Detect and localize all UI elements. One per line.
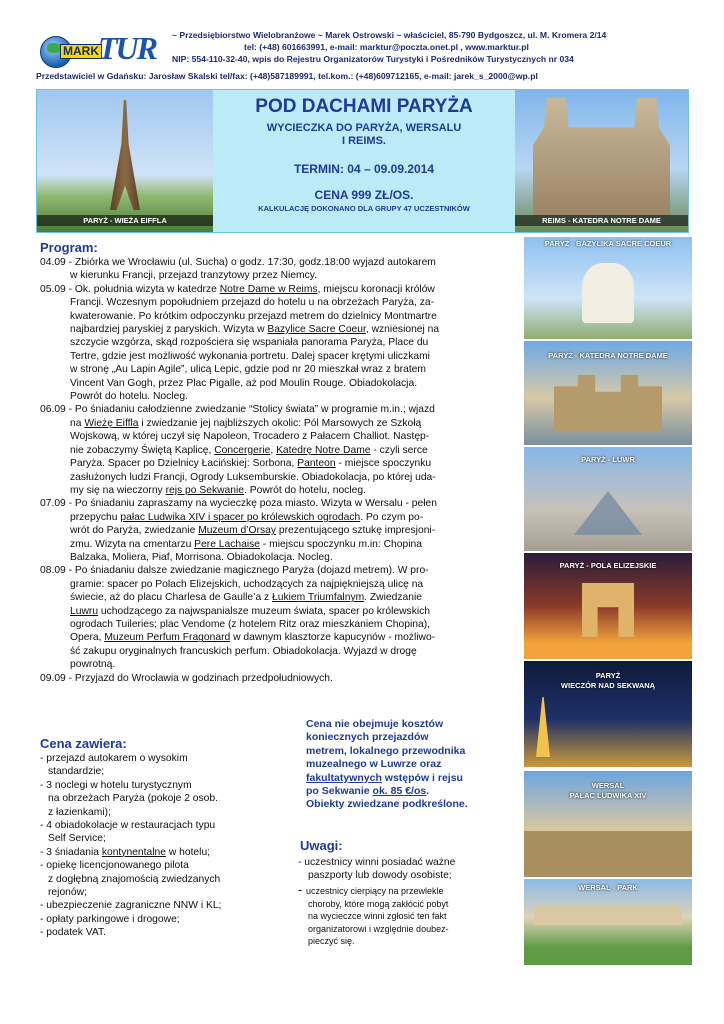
eiffel-tower-photo — [37, 90, 213, 232]
photo-caption: PARYŻ - WIEŻA EIFFLA — [37, 215, 213, 226]
sight-link: pałac Ludwika XIV i spacer po królewskich ogrodach — [120, 511, 361, 523]
text-line: kwaterowanie. Po krótkim odpoczynku przejazd metrem do dzielnicy Montmartre — [70, 310, 437, 322]
photo-caption: WERSAL — [591, 781, 625, 790]
louvre-photo — [524, 447, 692, 551]
logo-tur-text: TUR — [98, 30, 156, 66]
text-line: w stronę „Au Lapin Agile”, ulicą Lepic, gdzie pod nr 20 mieszkał wraz z bratem — [70, 364, 426, 376]
pyramid-icon — [574, 491, 642, 535]
program-day — [40, 403, 524, 497]
program-day — [40, 256, 524, 283]
text-line: 09.09 - Przyjazd do Wrocławia w godzinach przedpołudniowych. — [40, 672, 333, 684]
eiffel-tower-icon — [110, 100, 140, 210]
photo-caption: PARYŻ - BAZYLIKA SACRE COEUR — [544, 239, 672, 248]
text-line: po Sekwanie ok. 85 €/os. — [306, 785, 430, 798]
program-day — [40, 672, 524, 685]
price-includes-list — [40, 752, 290, 940]
text-line: metrem, lokalnego przewodnika — [306, 744, 466, 757]
text-line: zasłużonych ludzi Francji, Ogrody Luksemburskie. Obiadokolacja, po której uda- — [70, 471, 436, 483]
cathedral-icon — [554, 375, 662, 431]
price-excludes-note — [306, 718, 516, 812]
text-line: 08.09 - Po śniadaniu dalsze zwiedzanie magicznego Paryża (dojazd metrem). W pro- — [40, 565, 429, 577]
text-line: Balzaka, Moliera, Piaf, Morrisona. Obiadokolacja. Nocleg. — [70, 551, 333, 563]
photo-caption: REIMS - KATEDRA NOTRE DAME — [515, 215, 688, 226]
banner-text — [213, 90, 515, 232]
text-line: Cena nie obejmuje kosztów — [306, 718, 444, 730]
sight-link: Panteon — [297, 458, 336, 470]
company-line: ~ Przedsiębiorstwo Wielobranżowe ~ Marek Ostrowski ~ właściciel, 85-790 Bydgoszcz, ul. M. Kromera 2/14 — [172, 30, 607, 40]
text-line: koniecznych przejazdów — [306, 731, 429, 744]
letterhead — [36, 24, 690, 86]
trip-banner — [36, 89, 689, 233]
reims-cathedral-photo — [515, 90, 688, 232]
text-line: my się na wieczorny rejs po Sekwanie. Powrót do hotelu, nocleg. — [70, 484, 366, 496]
text-line: 05.09 - Ok. południa wizyta w katedrze Notre Dame w Reims, miejscu koronacji królów — [40, 283, 435, 295]
text-line: fakultatywnych wstępów i rejsu — [306, 771, 463, 784]
trip-subtitle: WYCIECZKA DO PARYŻA, WERSALU — [266, 122, 462, 134]
photo-caption: WIECZÓR NAD SEKWANĄ — [560, 681, 656, 690]
program-heading: Program: — [40, 240, 98, 255]
remark-item: - uczestnicy cierpiący na przewlekle choroby, które mogą zakłócić pobyt na wycieczce winni zgłosić ten fakt organizatorowi i względnie doubez- pieczyć się. — [298, 882, 449, 947]
program-text — [40, 256, 524, 685]
sight-link: Muzeum Perfum Fragonard — [104, 632, 231, 644]
sacre-coeur-photo — [524, 237, 692, 339]
versailles-park-photo — [524, 879, 692, 965]
program-day — [40, 283, 524, 404]
text-line: zmu. Wizyta na cmentarzu Pere Lachaise - miejscu spoczynku m.in: Chopina — [70, 538, 422, 550]
text-line: Francji. Wczesnym popołudniem przejazd do hotelu u na obrzeżach Paryża, za- — [70, 297, 435, 309]
notre-dame-photo — [524, 341, 692, 445]
sight-link: Muzeum d’Orsay — [198, 525, 277, 537]
logo-mark-text: MARK — [60, 44, 102, 59]
text-line: Wojskową, w której uczył się Napoleon, Trocadero z Pałacem Challiot. Następ- — [70, 431, 430, 443]
remark-item: - uczestnicy winni posiadać ważne paszporty lub dowody osobiste; — [298, 857, 456, 882]
sight-link: Luwru — [70, 605, 99, 617]
text-line: Luwru uchodzącego za najwspanialsze muzeum świata, spacer po królewskich — [70, 605, 431, 617]
sight-link: rejs po Sekwanie — [165, 484, 244, 496]
text-line: Vincent Van Gogh, przez Plac Pigalle, aż pod Moulin Rouge. Obiadokolacja. — [70, 377, 418, 389]
list-item: - opłaty parkingowe i drogowe; — [40, 913, 180, 925]
list-item: - 3 noclegi w hotelu turystycznym na obrzeżach Paryża (pokoje 2 osob. z łazienkami); — [40, 779, 218, 818]
trip-subtitle-cont: I REIMS. — [341, 135, 386, 147]
seine-evening-photo — [524, 661, 692, 767]
sight-link: Pere Lachaise — [194, 538, 261, 550]
list-item: - 3 śniadania kontynentalne w hotelu; — [40, 846, 211, 858]
arc-icon — [582, 583, 634, 637]
photo-caption: PARYŻ — [595, 671, 621, 680]
text-line: szczycie wzgórza, skąd rozpościera się wspaniała panorama Paryża, Place du — [70, 337, 429, 349]
text-line: w kierunku Francji, przejazd tranzytowy przez Niemcy. — [70, 270, 318, 282]
price-note: KALKULACJĘ DOKONANO DLA GRUPY 47 UCZESTNIKÓW — [258, 204, 470, 213]
text-line: muzealnego w Luwrze oraz — [306, 758, 442, 771]
sight-link: Notre Dame w Reims — [219, 283, 318, 295]
text-line: gramie: spacer po Polach Elizejskich, uchodzących za najpiękniejszą ulicę na — [70, 578, 424, 590]
contact-line: tel: (+48) 601663991, e-mail: marktur@poczta.onet.pl , www.marktur.pl — [244, 42, 529, 52]
palace-icon — [524, 831, 692, 877]
photo-caption: PARYŻ - POLA ELIZEJSKIE — [559, 561, 657, 570]
champs-elysees-photo — [524, 553, 692, 659]
sight-link: Bazylice Sacre Coeur — [267, 324, 366, 336]
text-line: Obiekty zwiedzane podkreślone. — [306, 798, 468, 811]
price-includes-heading: Cena zawiera: — [40, 736, 127, 751]
sight-link: Łukiem Triumfalnym — [272, 592, 365, 604]
eiffel-tower-icon — [536, 697, 550, 757]
text-line: Opera, Muzeum Perfum Fragonard w dawnym klasztorze kapucynów - możliwo- — [70, 632, 436, 644]
text-line: powrotną. — [70, 659, 116, 671]
cathedral-icon — [533, 98, 670, 216]
photo-caption: PARYŻ - LUWR — [581, 455, 635, 464]
text-line: ogrodach Tuileries; plac Vendome (z hotelem Ritz oraz mieszkaniem Chopina), — [70, 618, 430, 630]
text-line: 07.09 - Po śniadaniu zapraszamy na wycieczkę poza miasto. Wizyta w Wersalu - pełen — [40, 498, 437, 510]
photo-caption: WERSAL - PARK — [578, 883, 638, 892]
program-day — [40, 564, 524, 671]
registration-line: NIP: 554-110-32-40, wpis do Rejestru Organizatorów Turystyki i Pośredników Turystycznych nr 034 — [172, 54, 574, 64]
representative-line: Przedstawiciel w Gdańsku: Jarosław Skalski tel/fax: (+48)587189991, tel.kom.: (+48)609712165, e-mail: jarek_s_2000@wp.pl — [36, 71, 538, 81]
sight-link: Wieżę Eiffla — [84, 417, 139, 429]
sight-link: Concergerie — [214, 444, 271, 456]
text-line: przepychu pałac Ludwika XIV i spacer po królewskich ogrodach. Po czym po- — [70, 511, 424, 523]
text-line: na Wieżę Eiffla i zwiedzanie jej najbliższych okolic: Pól Marsowych ze Szkołą — [70, 417, 422, 429]
text-line: Paryża. Spacer po Dzielnicy Łacińskiej: Sorbona, Panteon - miejsce spoczynku — [70, 458, 432, 470]
list-item: - 4 obiadokolacje w restauracjach typu Self Service; — [40, 820, 216, 845]
remarks-heading: Uwagi: — [300, 838, 343, 853]
list-item: - podatek VAT. — [40, 927, 107, 939]
text-line: wrót do Paryża, zwiedzanie Muzeum d’Orsay prezentującego sztukę impresjoni- — [70, 525, 436, 537]
trip-title: POD DACHAMI PARYŻA — [255, 96, 473, 117]
list-item: - opiekę licencjonowanego pilota z dogłębną znajomością zwiedzanych rejonów; — [40, 860, 221, 899]
trip-price: CENA 999 ZŁ/OS. — [314, 188, 414, 202]
trip-term: TERMIN: 04 – 09.09.2014 — [293, 162, 435, 176]
text-line: ść zakupu oryginalnych francuskich perfum. Obiadokolacja. Wyjazd w drogę — [70, 645, 417, 657]
photo-caption: PAŁAC LUDWIKA XIV — [569, 791, 647, 800]
list-item: - przejazd autokarem o wysokim standardzie; — [40, 753, 188, 778]
versailles-palace-photo — [524, 771, 692, 877]
text-line: najbardziej paryskiej z paryskich. Wizyta w Bazylice Sacre Coeur, wzniesionej na — [70, 324, 440, 336]
photo-caption: PARYŻ - KATEDRA NOTRE DAME — [548, 351, 668, 360]
basilica-icon — [582, 263, 634, 323]
text-line: nie zobaczymy Świętą Kaplicę, Concergerie, Katedrę Notre Dame - czyli serce — [70, 444, 428, 456]
text-line: 06.09 - Po śniadaniu całodzienne zwiedzanie “Stolicy świata” w programie m.in.; wjazd — [40, 404, 435, 416]
list-item: - ubezpieczenie zagraniczne NNW i KL; — [40, 900, 222, 912]
text-line: świecie, aż do placu Charlesa de Gaulle’a z Łukiem Triumfalnym. Zwiedzanie — [70, 592, 422, 604]
text-line: Tertre, gdzie jest możliwość wykonania portretu. Dalej spacer krętymi uliczkami — [70, 350, 430, 362]
text-line: Powrót do hotelu. Nocleg. — [70, 391, 188, 403]
sight-link: Katedrę Notre Dame — [276, 444, 371, 456]
program-day — [40, 497, 524, 564]
photo-column — [524, 237, 692, 965]
palace-icon — [534, 905, 682, 925]
text-line: 04.09 - Zbiórka we Wrocławiu (ul. Sucha) o godz. 17:30, godz.18:00 wyjazd autokarem — [40, 257, 436, 268]
